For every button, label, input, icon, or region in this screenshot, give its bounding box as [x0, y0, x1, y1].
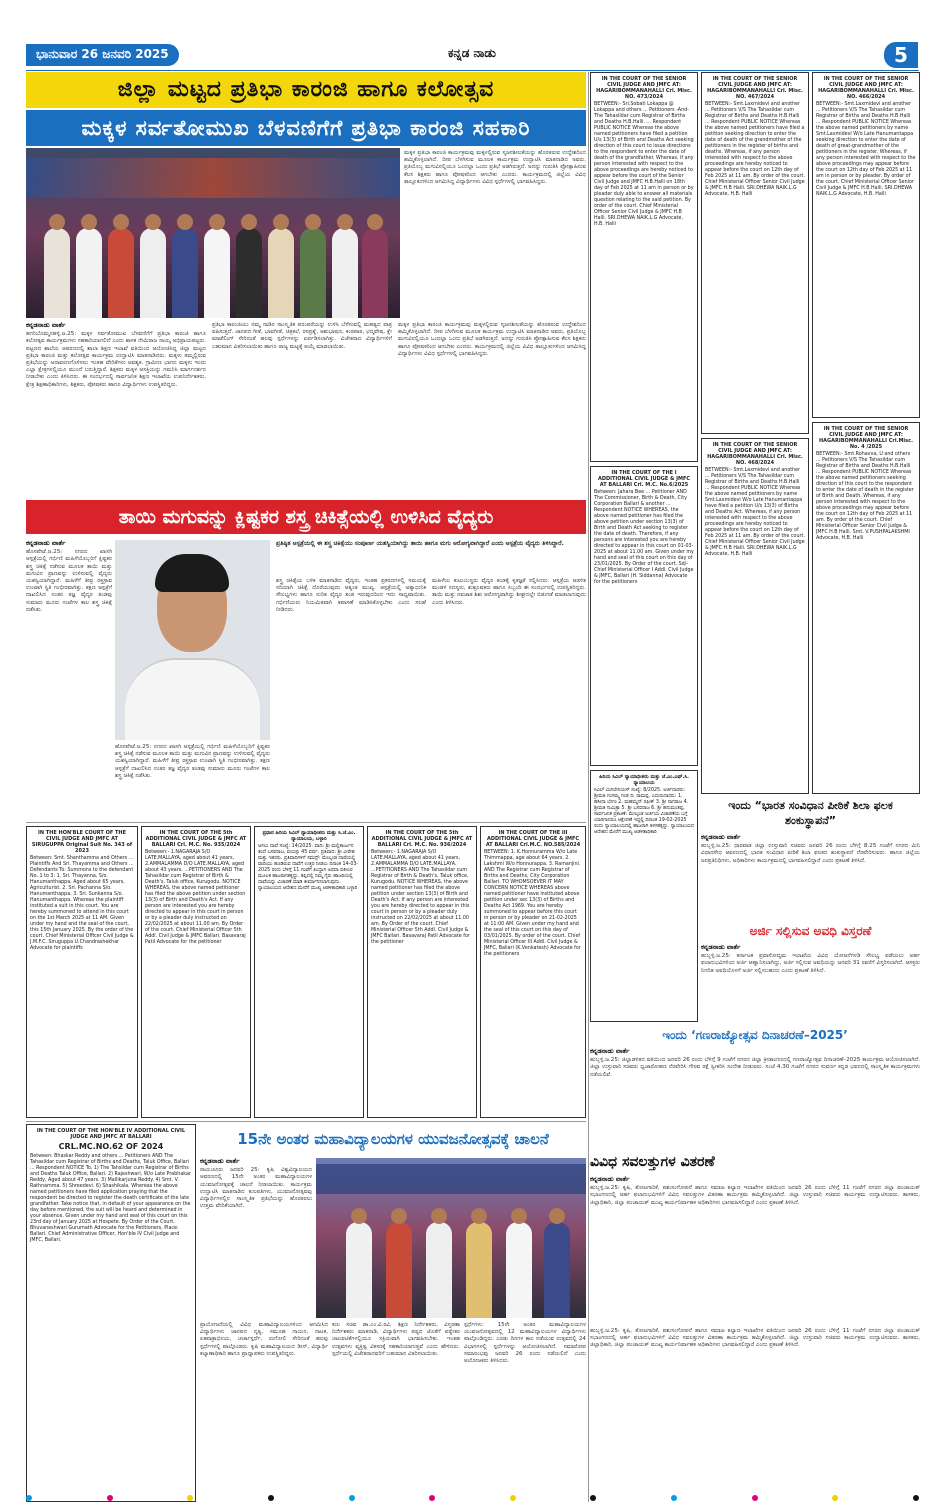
- section-divider: [26, 1121, 586, 1122]
- section-divider: [26, 822, 586, 823]
- column-divider: [588, 72, 589, 1502]
- story2-body-a-cont: ಹೊಸಪೇಟೆ.ಜ.25: ನಗರದ ಖಾಸಗಿ ಆಸ್ಪತ್ರೆಯಲ್ಲಿ ಗರ್ಭಿಣಿ ಮಹಿಳೆಯೊಬ್ಬರಿಗೆ ಕ್ಲಿಷ್ಟಕರ ಶಸ್ತ್ರ ಚಿಕಿತ್ಸೆ ನಡೆಸುವ ಮೂಲಕ ತಾಯಿ ಮತ್ತು ಮಗುವಿನ ಪ್ರಾಣವನ್ನು ಉಳಿಸುವಲ್ಲಿ ವೈದ್ಯರು ಯಶಸ್ವಿಯಾಗಿದ್ದಾರೆ. ಮಹಿಳೆಗೆ ತೀವ್ರ ರಕ್ತಸ್ರಾವ ಉಂಟಾಗಿ ಸ್ಥಿತಿ ಗಂಭೀರವಾಗಿತ್ತು. ತಕ್ಷಣ ಆಸ್ಪತ್ರೆಗೆ ದಾಖಲಿಸಿದ ನಂತರ ತಜ್ಞ ವೈದ್ಯರ ತಂಡವು ಸುಮಾರು ಮೂರು ಗಂಟೆಗಳ ಕಾಲ ಶಸ್ತ್ರ ಚಿಕಿತ್ಸೆ ನಡೆಸಿತು.: [115, 744, 270, 779]
- print-registration-marks: [26, 1495, 919, 1501]
- story2-text-col3: [432, 578, 586, 820]
- story3-byline: ಕನ್ನಡನಾಡು ವಾರ್ತೆ: [200, 1158, 240, 1165]
- story1-text-right: [404, 150, 586, 318]
- story3-headline: 15ನೇ ಅಂತರ ಮಹಾವಿದ್ಯಾಲಯಗಳ ಯುವಜನೋತ್ಸವಕ್ಕೆ ಚಾಲನೆ: [200, 1124, 586, 1154]
- story3-body-b: ಪ್ರಾಯೋಜನೆಯಲ್ಲಿ ವಿವಿಧ ಮಹಾವಿದ್ಯಾಲಯಗಳಿಂದ ಆಗಮಿಸಿದ ವಿದ್ಯಾರ್ಥಿಗಳು ಜಾನಪದ ನೃತ್ಯ, ಸಮೂಹ ಗಾಯನ, ನಾಟಕ, ಏಕಪಾತ್ರಾಭಿನಯ, ಚರ್ಚಾಸ್ಪರ್ಧೆ, ರಂಗೋಲಿ ಸೇರಿದಂತೆ ಹಲವು ಸ್ಪರ್ಧೆಗಳಲ್ಲಿ ಪಾಲ್ಗೊಂಡರು. ಕೃಷಿ ಮಹಾವಿದ್ಯಾಲಯದ ಡೀನ್, ವಿದ್ಯಾರ್ಥಿ ಕಲ್ಯಾಣಾಧಿಕಾರಿ ಹಾಗೂ ಪ್ರಾಧ್ಯಾಪಕರು ಉಪಸ್ಥಿತರಿದ್ದರು.: [200, 1322, 328, 1357]
- story2-headline: ತಾಯಿ ಮಗುವನ್ನು ಕ್ಲಿಷ್ಟಕರ ಶಸ್ತ್ರ ಚಿಕಿತ್ಸೆಯಲ್ಲಿ ಉಳಿಸಿದ ವೈದ್ಯರು: [26, 500, 586, 534]
- legal-notice: IN THE COURT OF THE SENIOR CIVIL JUDGE AND JMFC AT: HAGARIBOMMANAHALLI Crl. Misc. NO. 473/2024 BETWEEN:- Sri.Sobati Lokappa @ Lokappa and others ... Petitioners -And- The Tahasildar cum Registrar of Births and Deaths H.B.Halli. ... Respondent PUBLIC NOTICE Whereas the above named petitioners have filed a petition U/s 13(3) of Birth and Deaths Act seeking direction of this court to issue directions to the respondent to enter the date of death of the grandfather. Whereas, if any person interested with respect to the above proceedings are hereby noticed to appear before the court of the Senior Civil Judge and JMFC H.B.Halli on 18th day of Feb 2025 at 11 am in person or by pleader duly able to answer all materials question relating to the said petition. By order of the court. Chief Ministerial Officer Senior Civil Judge & JMFC H.B Halli. SRI.DHEWA NAIK.L.G Advocate, H.B. Halli: [590, 72, 698, 462]
- crl-mc-62-notice: IN THE COURT OF THE HON'BLE IV ADDITIONAL CIVIL JUDGE AND JMFC AT BALLARI CRL.MC.NO.62 OF 2024 Between: Bhaskar Reddy and others ... Petitioners AND The Tahasildar cum Registrar of Births and Deaths, Taluk Office, Ballari ... Respondent NOTICE To, 1) The Tahsildar cum Registrar of Births and Deaths Taluk Office, Ballari. 2) Rajeshwari, W/o Late Prabhakar Reddy, Aged about 47 years. 3) Mallikarjuna Reddy. 4) Smt. V. Rathnamma. 5) Shreedevi. 6) Shashikala. Whereas the above named petitioners have filed application praying that the respondent be directed to register the death certificate of the late grandfather. Take notice that, in default of your appearance on the day before mentioned, the suit will be heard and determined in your absence. Given under my hand and seal of this court on this 23rd day of January 2025 at Hospete. By Order of the Court. Bhuvaneshwari Gurumath Advocate for the Petitioners, Place: Ballari. Chief Administrative Officer, Hon'ble IV Civil Judge and JMFC, Ballari.: [26, 1124, 196, 1502]
- story1-body-a-cont: ಮಕ್ಕಳ ಪ್ರತಿಭಾ ಕಾರಂಜಿ ಕಾರ್ಯಕ್ರಮವು ಮಕ್ಕಳಲ್ಲಿರುವ ಸೃಜನಶೀಲತೆಯನ್ನು ಹೊರತರುವ ಉದ್ದೇಶದಿಂದ ಹಮ್ಮಿಕೊಳ್ಳಲಾಗಿದೆ. ದೀಪ ಬೆಳಗಿಸುವ ಮೂಲಕ ಕಾರ್ಯಕ್ರಮ ಉದ್ಘಾಟಿಸಿ ಮಾತನಾಡಿದ ಅವರು, ಪ್ರತಿಯೊಬ್ಬ ಮಗುವಿನಲ್ಲಿಯೂ ಒಂದಲ್ಲಾ ಒಂದು ಪ್ರತಿಭೆ ಅಡಗಿರುತ್ತದೆ. ಅದನ್ನು ಗುರುತಿಸಿ ಪ್ರೋತ್ಸಾಹಿಸುವ ಕೆಲಸ ಶಿಕ್ಷಕರು ಹಾಗೂ ಪೋಷಕರಿಂದ ಆಗಬೇಕು ಎಂದರು. ಕಾರ್ಯಕ್ರಮದಲ್ಲಿ ಜಿಲ್ಲೆಯ ವಿವಿಧ ತಾಲ್ಲೂಕುಗಳಿಂದ ಆಗಮಿಸಿದ್ದ ವಿದ್ಯಾರ್ಥಿಗಳು ವಿವಿಧ ಸ್ಪರ್ಧೆಗಳಲ್ಲಿ ಭಾಗವಹಿಸಿದ್ದರು.: [398, 322, 586, 357]
- story1-text-col2: [212, 322, 392, 494]
- legal-notice: ಹಿರಿಯ ಸಿವಿಲ್ ನ್ಯಾಯಾಧೀಶರು ಮತ್ತು ಜೆ.ಎಂ.ಎಫ್.ಸಿ. ನ್ಯಾಯಾಲಯ ಸಿವಿಲ್ ಮಿಸಲೇನಿಯಸ್ ಸಂಖ್ಯೆ: 8/2025. ಅರ್ಜಿದಾರರು: ಶ್ರೀಮತಿ ಗಂಗಮ್ಮ ಗಂಡ ದಿ. ರಾಮಪ್ಪ. ಎದುರುದಾರರು: 1. ಹಸೀನಾ ಬೇಗಂ 2. ಮಹಮ್ಮದ್ ರಫೀಕ್ 3. ಶ್ರೀ ನಾಗರಾಜ 4. ಶ್ರೀಮತಿ ಸುಮಿತ್ರಾ 5. ಶ್ರೀ ಬಸವರಾಜ 6. ಶ್ರೀ ಹನುಮಂತಪ್ಪ. ಸಾರ್ವಜನಿಕ ಪ್ರಕಟಣೆ: ಮೇಲ್ಕಂಡ ಅರ್ಜಿಯ ವಿಚಾರಣೆಯ ಬಗ್ಗೆ ಯಾರಿಗಾದರೂ ಆಕ್ಷೇಪಣೆ ಇದ್ದಲ್ಲಿ ದಿನಾಂಕ 19-02-2025 ರಂದು ನ್ಯಾಯಾಲಯದಲ್ಲಿ ಹಾಜರಾಗಿ ತಿಳಿಸತಕ್ಕದ್ದು. ನ್ಯಾಯಾಲಯದ ಆದೇಶದ ಮೇರೆಗೆ ಮುಖ್ಯ ಆಡಳಿತಾಧಿಕಾರಿ: [590, 770, 698, 1022]
- right-story1-headline: ಇಂದು “ಭಾರತ ಸಂವಿಧಾನ ಪೀಠಿಕೆ ಶಿಲಾ ಫಲಕ ಶಂಕುಸ್ಥಾಪನೆ”: [728, 799, 893, 827]
- doctor-hair: [155, 554, 229, 592]
- masthead-rule: [26, 70, 919, 71]
- story3-text-col3: [332, 1322, 460, 1502]
- story2-lead: ಪ್ರತಿಷ್ಠಿತ ಆಸ್ಪತ್ರೆಯಲ್ಲಿ ಈ ಶಸ್ತ್ರ ಚಿಕಿತ್ಸೆಯು ಸಂಪೂರ್ಣ ಯಶಸ್ವಿಯಾಗಿದ್ದು ತಾಯಿ ಹಾಗೂ ಮಗು ಆರೋಗ್ಯವಾಗಿದ್ದಾರೆ ಎಂದು ಆಸ್ಪತ್ರೆಯ ವೈದ್ಯರು ತಿಳಿಸಿದ್ದಾರೆ.: [276, 540, 564, 547]
- right-story4-text: ಕನ್ನಡನಾಡು ವಾರ್ತೆ ಹುಬ್ಬಳ್ಳಿ.ಜ.25: ಕೃಷಿ, ತೋಟಗಾರಿಕೆ, ಪಶುಸಂಗೋಪನೆ ಹಾಗೂ ಸಮಾಜ ಕಲ್ಯಾಣ ಇಲಾಖೆಗಳ ವತಿಯಿಂದ ಜನವರಿ 26 ರಂದು ಬೆಳಿಗ್ಗೆ 11 ಗಂಟೆಗೆ ನಗರದ ಜಿಲ್ಲಾ ಪಂಚಾಯತ್ ಸಭಾಂಗಣದಲ್ಲಿ ಅರ್ಹ ಫಲಾನುಭವಿಗಳಿಗೆ ವಿವಿಧ ಸವಲತ್ತುಗಳ ವಿತರಣಾ ಕಾರ್ಯಕ್ರಮ ಹಮ್ಮಿಕೊಳ್ಳಲಾಗಿದೆ. ಜಿಲ್ಲಾ ಉಸ್ತುವಾರಿ ಸಚಿವರು ಕಾರ್ಯಕ್ರಮ ಉದ್ಘಾಟಿಸುವರು. ಶಾಸಕರು, ಜಿಲ್ಲಾಧಿಕಾರಿ, ಜಿಲ್ಲಾ ಪಂಚಾಯತ್ ಮುಖ್ಯ ಕಾರ್ಯನಿರ್ವಾಹಕ ಅಧಿಕಾರಿಗಳು ಭಾಗವಹಿಸಲಿದ್ದಾರೆ ಎಂದು ಪ್ರಕಟಣೆ ತಿಳಿಸಿದೆ.: [590, 1176, 920, 1206]
- story1-body-a: ಮಕ್ಕಳ ಪ್ರತಿಭಾ ಕಾರಂಜಿ ಕಾರ್ಯಕ್ರಮವು ಮಕ್ಕಳಲ್ಲಿರುವ ಸೃಜನಶೀಲತೆಯನ್ನು ಹೊರತರುವ ಉದ್ದೇಶದಿಂದ ಹಮ್ಮಿಕೊಳ್ಳಲಾಗಿದೆ. ದೀಪ ಬೆಳಗಿಸುವ ಮೂಲಕ ಕಾರ್ಯಕ್ರಮ ಉದ್ಘಾಟಿಸಿ ಮಾತನಾಡಿದ ಅವರು, ಪ್ರತಿಯೊಬ್ಬ ಮಗುವಿನಲ್ಲಿಯೂ ಒಂದಲ್ಲಾ ಒಂದು ಪ್ರತಿಭೆ ಅಡಗಿರುತ್ತದೆ. ಅದನ್ನು ಗುರುತಿಸಿ ಪ್ರೋತ್ಸಾಹಿಸುವ ಕೆಲಸ ಶಿಕ್ಷಕರು ಹಾಗೂ ಪೋಷಕರಿಂದ ಆಗಬೇಕು ಎಂದರು. ಕಾರ್ಯಕ್ರಮದಲ್ಲಿ ಜಿಲ್ಲೆಯ ವಿವಿಧ ತಾಲ್ಲೂಕುಗಳಿಂದ ಆಗಮಿಸಿದ್ದ ವಿದ್ಯಾರ್ಥಿಗಳು ವಿವಿಧ ಸ್ಪರ್ಧೆಗಳಲ್ಲಿ ಭಾಗವಹಿಸಿದ್ದರು.: [404, 150, 586, 185]
- masthead: [0, 40, 945, 70]
- story3-text-col2: [200, 1322, 328, 1502]
- page-number: 5: [884, 42, 918, 68]
- right-story3-text: ಕನ್ನಡನಾಡು ವಾರ್ತೆ ಹುಬ್ಬಳ್ಳಿ.ಜ.25: ಜಿಲ್ಲಾಡಳಿತದ ವತಿಯಿಂದ ಜನವರಿ 26 ರಂದು ಬೆಳಿಗ್ಗೆ 9 ಗಂಟೆಗೆ ನಗರದ ಜಿಲ್ಲಾ ಕ್ರೀಡಾಂಗಣದಲ್ಲಿ ಗಣರಾಜ್ಯೋತ್ಸವ ದಿನಾಚರಣೆ–2025 ಕಾರ್ಯಕ್ರಮ ಆಯೋಜಿಸಲಾಗಿದೆ. ಜಿಲ್ಲಾ ಉಸ್ತುವಾರಿ ಸಚಿವರು ಧ್ವಜಾರೋಹಣ ನೆರವೇರಿಸಿ ಗೌರವ ರಕ್ಷೆ ಸ್ವೀಕರಿಸಿ ಸಂದೇಶ ನೀಡುವರು. ಸಂಜೆ 4.30 ಗಂಟೆಗೆ ನಗರದ ಸುವರ್ಣ ಕನ್ನಡ ಭವನದಲ್ಲಿ ಸಾಂಸ್ಕೃತಿಕ ಕಾರ್ಯಕ್ರಮಗಳು ನಡೆಯಲಿವೆ.: [590, 1048, 920, 1078]
- issue-date: ಭಾನುವಾರ 26 ಜನವರಿ 2025: [26, 44, 179, 66]
- right-story3-headline: ಇಂದು ‘ಗಣರಾಜ್ಯೋತ್ಸವ ದಿನಾಚರಣೆ–2025’: [662, 1028, 848, 1042]
- people-on-stage: [36, 208, 390, 318]
- story2-body-c: ಮಹಿಳೆಯ ಕುಟುಂಬಸ್ಥರು ವೈದ್ಯರ ತಂಡಕ್ಕೆ ಕೃತಜ್ಞತೆ ಸಲ್ಲಿಸಿದರು. ಆಸ್ಪತ್ರೆಯ ಆಡಳಿತ ಮಂಡಳಿ ಸದಸ್ಯರು, ಶುಶ್ರೂಷಕರು ಹಾಗೂ ಸಿಬ್ಬಂದಿ ಈ ಸಂದರ್ಭದಲ್ಲಿ ಉಪಸ್ಥಿತರಿದ್ದರು. ತಾಯಿ ಮತ್ತು ನವಜಾತ ಶಿಶು ಆರೋಗ್ಯವಾಗಿದ್ದು ಶೀಘ್ರದಲ್ಲೇ ಬಿಡುಗಡೆ ಮಾಡಲಾಗುವುದು ಎಂದು ತಿಳಿಸಿದರು.: [432, 578, 586, 606]
- story3-body-d: ಸ್ಪರ್ಧೆಗಳು: 15ನೇ ಅಂತರ ಮಹಾವಿದ್ಯಾಲಯಗಳ ಯುವಜನೋತ್ಸವದಲ್ಲಿ 12 ಮಹಾವಿದ್ಯಾಲಯಗಳ ವಿದ್ಯಾರ್ಥಿಗಳು ಪಾಲ್ಗೊಂಡಿದ್ದರು. ಎರಡು ದಿನಗಳ ಕಾಲ ನಡೆಯುವ ಉತ್ಸವದಲ್ಲಿ 24 ವಿಭಾಗಗಳಲ್ಲಿ ಸ್ಪರ್ಧೆಗಳನ್ನು ಆಯೋಜಿಸಲಾಗಿದೆ. ಸಮಾರೋಪ ಸಮಾರಂಭವು ಜನವರಿ 26 ರಂದು ನಡೆಯಲಿದೆ ಎಂದು ಆಯೋಜಕರು ತಿಳಿಸಿದರು.: [464, 1322, 586, 1365]
- story3-body-a: ರಾಯಚೂರು ಜನವರಿ 25: ಕೃಷಿ ವಿಶ್ವವಿದ್ಯಾಲಯದ ಆವರಣದಲ್ಲಿ 15ನೇ ಅಂತರ ಮಹಾವಿದ್ಯಾಲಯಗಳ ಯುವಜನೋತ್ಸವಕ್ಕೆ ಚಾಲನೆ ನೀಡಲಾಯಿತು. ಕಾರ್ಯಕ್ರಮ ಉದ್ಘಾಟಿಸಿ ಮಾತನಾಡಿದ ಕುಲಪತಿಗಳು, ಯುವಜನೋತ್ಸವವು ವಿದ್ಯಾರ್ಥಿಗಳಲ್ಲಿನ ಸಾಂಸ್ಕೃತಿಕ ಪ್ರತಿಭೆಯನ್ನು ಹೊರತರಲು ಉತ್ತಮ ವೇದಿಕೆಯಾಗಿದೆ.: [200, 1167, 312, 1210]
- legal-notice: IN THE COURT OF THE 5th ADDITIONAL CIVIL JUDGE & JMFC AT BALLARI Crl. M.C. No. 935/2024 Between:- 1.NAGARAJA S/O LATE.MALLAYA, aged about 41 years, 2.AMMALAMMA D/O LATE.MALLAYA, aged about 43 years. ...PETITIONERS AND The Tahasildar cum Registrar of Birth & Death's, Taluk office, Kurugodu. NOTICE WHEREAS, the above named petitioner has filed the above petition under section 13(3) of Birth and Death's Act. If any person are interested you are hereby directed to appear in this court in person or by a pleader duly instructed on 22/02/2025 at about 11.00 am. By Order of the court. Chief Ministerial Officer 5th Addl. Civil Judge & JMFC Ballari. Basavaraj Patil Advocate for the petitioner: [141, 826, 251, 1118]
- story1-byline: ಕನ್ನಡನಾಡು ವಾರ್ತೆ: [26, 322, 66, 329]
- story3-body-c: ಕುಲ ಸಚಿವ ಡಾ.ಎಂ.ವಿ.ರವಿ, ಶಿಕ್ಷಣ ನಿರ್ದೇಶಕರು, ವಿಸ್ತರಣಾ ನಿರ್ದೇಶಕರು ಮಾತನಾಡಿ, ವಿದ್ಯಾರ್ಥಿಗಳು ಪಠ್ಯದ ಜೊತೆಗೆ ಪಠ್ಯೇತರ ಚಟುವಟಿಕೆಗಳಲ್ಲಿಯೂ ಸಕ್ರಿಯವಾಗಿ ಭಾಗವಹಿಸಬೇಕು. ಇಂತಹ ಉತ್ಸವಗಳು ವ್ಯಕ್ತಿತ್ವ ವಿಕಸನಕ್ಕೆ ಸಹಕಾರಿಯಾಗುತ್ತವೆ ಎಂದು ಹೇಳಿದರು. ಸ್ಪರ್ಧೆಯಲ್ಲಿ ವಿಜೇತರಾದವರಿಗೆ ಬಹುಮಾನ ವಿತರಿಸಲಾಯಿತು.: [332, 1322, 460, 1357]
- legal-notice: IN THE HON'BLE COURT OF THE CIVIL JUDGE AND JMFC AT SIRUGUPPA Original Suit No. 343 of 2023 Between: Smt. Shanthamma and Others ... Plaintiffs And Sri. Thayamma and Others ... Defendants To: Summons to the defendant No. 1 to 3: 1. Sri. Thayanna, S/o. Hanumanthappa, Aged about 65 years, Agriculturist. 2. Sri. Pachanna S/o. Hanumanthappa. 3. Sri. Sunkanna S/o. Hanumanthappa. Whereas the plaintiff instituted a suit in this court. You are hereby summoned to attend in this court on the 1st March 2025 at 11 AM. Given under my hand and the seal of the court, this 15th January 2025. By the order of the court. Chief Ministerial Officer Civil Judge & J.M.F.C. Siruguppa U.Chandrashekhar Advocate for plaintiffs: [26, 826, 138, 1118]
- story1-body-c: ಪ್ರತಿಭಾ ಕಾರಂಜಿಯು ನಮ್ಮ ನಾಡಿನ ಸಾಂಸ್ಕೃತಿಕ ಪರಂಪರೆಯನ್ನು ಉಳಿಸಿ ಬೆಳೆಸುವಲ್ಲಿ ಮಹತ್ವದ ಪಾತ್ರ ವಹಿಸುತ್ತದೆ. ಜಾನಪದ ಗೀತೆ, ಭಾವಗೀತೆ, ಚಿತ್ರಕಲೆ, ರಸಪ್ರಶ್ನೆ, ಆಶುಭಾಷಣ, ಕಂಠಪಾಠ, ಛದ್ಮವೇಷ, ಕ್ಲೇ ಮಾಡೆಲಿಂಗ್ ಸೇರಿದಂತೆ ಹಲವು ಸ್ಪರ್ಧೆಗಳನ್ನು ಏರ್ಪಡಿಸಲಾಗಿತ್ತು. ವಿಜೇತರಾದ ವಿದ್ಯಾರ್ಥಿಗಳಿಗೆ ಬಹುಮಾನ ವಿತರಿಸಲಾಯಿತು ಹಾಗೂ ರಾಜ್ಯ ಮಟ್ಟಕ್ಕೆ ಆಯ್ಕೆ ಮಾಡಲಾಯಿತು.: [212, 322, 392, 350]
- paper-title: ಕನ್ನಡ ನಾಡು: [448, 46, 496, 60]
- story2-text-col2: [276, 578, 426, 820]
- story2-text-col1: [26, 540, 112, 820]
- story1-photo: [26, 148, 400, 318]
- right-story1-text: ಕನ್ನಡನಾಡು ವಾರ್ತೆ ಹುಬ್ಬಳ್ಳಿ.ಜ.25: ಧಾರವಾಡ ಜಿಲ್ಲಾ ಉಸ್ತುವಾರಿ ಸಚಿವರು ಜನವರಿ 26 ರಂದು ಬೆಳಿಗ್ಗೆ 8.25 ಗಂಟೆಗೆ ನಗರದ ಮಿನಿ ವಿಧಾನಸೌಧ ಆವರಣದಲ್ಲಿ ಭಾರತ ಸಂವಿಧಾನ ಪೀಠಿಕೆ ಶಿಲಾ ಫಲಕದ ಶಂಕುಸ್ಥಾಪನೆ ನೆರವೇರಿಸುವರು. ಹಾಗೂ ಜಿಲ್ಲೆಯ ಜನಪ್ರತಿನಿಧಿಗಳು, ಅಧಿಕಾರಿಗಳು ಕಾರ್ಯಕ್ರಮದಲ್ಲಿ ಭಾಗವಹಿಸಲಿದ್ದಾರೆ ಎಂದು ಪ್ರಕಟಣೆ ತಿಳಿಸಿದೆ.: [701, 834, 920, 864]
- story1-body-b: ಹಗರಿಬೊಮ್ಮನಹಳ್ಳಿ.ಜ.25: ಮಕ್ಕಳ ಸರ್ವತೋಮುಖ ಬೆಳವಣಿಗೆಗೆ ಪ್ರತಿಭಾ ಕಾರಂಜಿ ಹಾಗೂ ಕಲೋತ್ಸವ ಕಾರ್ಯಕ್ರಮಗಳು ಸಹಕಾರಿಯಾಗಲಿದೆ ಎಂದು ಶಾಸಕ ನೇಮಿರಾಜ ನಾಯ್ಕ ಅಭಿಪ್ರಾಯಪಟ್ಟರು. ಪಟ್ಟಣದ ಶಾಲೆಯ ಆವರಣದಲ್ಲಿ ಶಾಲಾ ಶಿಕ್ಷಣ ಇಲಾಖೆ ವತಿಯಿಂದ ಆಯೋಜಿಸಿದ್ದ ಜಿಲ್ಲಾ ಮಟ್ಟದ ಪ್ರತಿಭಾ ಕಾರಂಜಿ ಮತ್ತು ಕಲೋತ್ಸವ ಕಾರ್ಯಕ್ರಮ ಉದ್ಘಾಟಿಸಿ ಮಾತನಾಡಿದರು. ಮಕ್ಕಳು ತಮ್ಮಲ್ಲಿರುವ ಪ್ರತಿಭೆಯನ್ನು ಅನಾವರಣಗೊಳಿಸಲು ಇಂತಹ ವೇದಿಕೆಗಳು ಅವಶ್ಯಕ. ಗ್ರಾಮೀಣ ಭಾಗದ ಮಕ್ಕಳು ಇಂದು ಎಲ್ಲಾ ಕ್ಷೇತ್ರಗಳಲ್ಲಿಯೂ ಮುಂದೆ ಬರುತ್ತಿದ್ದಾರೆ. ಶಿಕ್ಷಕರು ಮಕ್ಕಳ ಆಸಕ್ತಿಯನ್ನು ಗಮನಿಸಿ ಮಾರ್ಗದರ್ಶನ ನೀಡಬೇಕು ಎಂದು ತಿಳಿಸಿದರು. ಈ ಸಂದರ್ಭದಲ್ಲಿ ಸಾರ್ವಜನಿಕ ಶಿಕ್ಷಣ ಇಲಾಖೆಯ ಉಪನಿರ್ದೇಶಕರು, ಕ್ಷೇತ್ರ ಶಿಕ್ಷಣಾಧಿಕಾರಿಗಳು, ಶಿಕ್ಷಕರು, ಪೋಷಕರು ಹಾಗೂ ವಿದ್ಯಾರ್ಥಿಗಳು ಉಪಸ್ಥಿತರಿದ್ದರು.: [26, 331, 206, 388]
- legal-notice: IN THE COURT OF THE I ADDITIONAL CIVIL JUDGE & JMFC AT BALLARI Crl. M.C. No.6/2025 Between: Jahara Bee ... Petitioner AND The Commissioner, Birth & Death, City Corporation Ballari & another ... Respondent NOTICE WHEREAS, the above named petitioner has filed the above petition under section 13(3) of Birth and Death Act seeking to register the date of death. Therefore, if any persons are interested you are hereby directed to appear in this court on 01-03-2025 at about 11.00 am. Given under my hand and seal of this court on this day of 23/01/2025. By Order of the court. Sd/-Chief Ministerial Officer I Addl. Civil Judge & JMFC, Ballari (H. Siddanna) Advocate for the petitioners: [590, 466, 698, 766]
- story1-headline-main: ಮಕ್ಕಳ ಸರ್ವತೋಮುಖ ಬೆಳವಣಿಗೆಗೆ ಪ್ರತಿಭಾ ಕಾರಂಜಿ ಸಹಕಾರಿ: [26, 110, 586, 146]
- story3-text-col1: [200, 1158, 312, 1318]
- right-story4-headline: ವಿವಿಧ ಸವಲತ್ತುಗಳ ವಿತರಣೆ: [590, 1154, 715, 1170]
- story2-text-under-photo: [115, 744, 270, 820]
- legal-notice: IN THE COURT OF THE SENIOR CIVIL JUDGE AND JMFC AT: HAGARIBOMMANAHALLI Crl. Misc. NO. 467/2024 BETWEEN:- Smt.Laxmidevi and another ... Petitioners V/S The Tahasildar cum Registrar of Births and Deaths H.B.Halli ... Respondent PUBLIC NOTICE Whereas the above named petitioners have filed a petition seeking direction to enter the date of death of the grandmother of the petitioners in the register of births and deaths. Whereas, if any person interested with respect to the above proceedings are hereby noticed to appear before the court on 12th day of Feb 2025 at 11 am. By order of the court. Chief Ministerial Officer Senior Civil Judge & JMFC H.B Halli. SRI.DHEWA NAIK.L.G Advocate, H.B. Halli: [701, 72, 809, 434]
- story1-text-col1: [26, 322, 206, 494]
- legal-notice: IN THE COURT OF THE 5th ADDITIONAL CIVIL JUDGE & JMFC AT BALLARI Crl. M.C. No. 936/2024 Between:- 1.NAGARAJA S/O LATE.MALLAYA, aged about 41 years, 2.AMMALAMMA D/O LATE.MALLAYA. ...PETITIONERS AND The Tahasildar cum Registrar of Birth & Death's, Taluk office, Kurugodu. NOTICE WHEREAS, the above named petitioner has filed the above petition under section 13(3) of Birth and Death's Act. If any person are interested you are hereby directed to appear in this court in person or by a pleader duly instructed on 22/02/2025 at about 11.00 am. By Order of the court. Chief Ministerial Officer 5th Addl. Civil Judge & JMFC Ballari. Basavaraj Patil Advocate for the petitioner: [367, 826, 477, 1118]
- doctor-shirt: [125, 658, 260, 740]
- doctor-photo: [115, 540, 270, 740]
- right-story2-text: ಕನ್ನಡನಾಡು ವಾರ್ತೆ ಹುಬ್ಬಳ್ಳಿ.ಜ.25: ಕರ್ನಾಟಕ ಪ್ರವಾಸೋದ್ಯಮ ಇಲಾಖೆಯ ವಿವಿಧ ಯೋಜನೆಗಳಡಿ ಸೌಲಭ್ಯ ಪಡೆಯಲು ಅರ್ಹ ಫಲಾನುಭವಿಗಳಿಂದ ಅರ್ಜಿ ಆಹ್ವಾನಿಸಲಾಗಿದ್ದು, ಅರ್ಜಿ ಸಲ್ಲಿಸುವ ಅವಧಿಯನ್ನು ಜನವರಿ 31 ರವರೆಗೆ ವಿಸ್ತರಿಸಲಾಗಿದೆ. ಆಸಕ್ತರು ನಿಗದಿತ ಅವಧಿಯೊಳಗೆ ಅರ್ಜಿ ಸಲ್ಲಿಸಬಹುದು ಎಂದು ಪ್ರಕಟಣೆ ತಿಳಿಸಿದೆ.: [701, 944, 920, 974]
- right-story2-headline: ಅರ್ಜಿ ಸಲ್ಲಿಸುವ ಅವಧಿ ವಿಸ್ತರಣೆ: [749, 924, 872, 938]
- legal-notice: IN THE COURT OF THE III ADDITIONAL CIVIL JUDGE & JMFC AT BALLARI Crl.M.C. NO.585/2024 BETWEEN: 1. K.Honnuramma W/o Late Thimmappa, age about 64 years. 2. Lakshmi W/o Honnurappa. 3. Ramanjini. AND The Registrar cum Registrar of Births and Deaths, City Corporation Ballari. TO WHOMSOEVER IT MAY CONCERN NOTICE WHEREAS above named petitioner have instituted above petition under sec 13(3) of Births and Deaths Act 1969. You are hereby summoned to appear before this court in person or by pleader on 21-02-2025 at 11:00 AM. Given under my hand and the seal of this court on this day of 03/01/2025. By order of the court. Chief Ministerial Officer III Addl. Civil Judge & JMFC, Ballari (K.Venkatesh) Advocate for the petitioners: [480, 826, 586, 1118]
- right-story4-text-cont: ಹುಬ್ಬಳ್ಳಿ.ಜ.25: ಕೃಷಿ, ತೋಟಗಾರಿಕೆ, ಪಶುಸಂಗೋಪನೆ ಹಾಗೂ ಸಮಾಜ ಕಲ್ಯಾಣ ಇಲಾಖೆಗಳ ವತಿಯಿಂದ ಜನವರಿ 26 ರಂದು ಬೆಳಿಗ್ಗೆ 11 ಗಂಟೆಗೆ ನಗರದ ಜಿಲ್ಲಾ ಪಂಚಾಯತ್ ಸಭಾಂಗಣದಲ್ಲಿ ಅರ್ಹ ಫಲಾನುಭವಿಗಳಿಗೆ ವಿವಿಧ ಸವಲತ್ತುಗಳ ವಿತರಣಾ ಕಾರ್ಯಕ್ರಮ ಹಮ್ಮಿಕೊಳ್ಳಲಾಗಿದೆ. ಜಿಲ್ಲಾ ಉಸ್ತುವಾರಿ ಸಚಿವರು ಕಾರ್ಯಕ್ರಮ ಉದ್ಘಾಟಿಸುವರು. ಶಾಸಕರು, ಜಿಲ್ಲಾಧಿಕಾರಿ, ಜಿಲ್ಲಾ ಪಂಚಾಯತ್ ಮುಖ್ಯ ಕಾರ್ಯನಿರ್ವಾಹಕ ಅಧಿಕಾರಿಗಳು ಭಾಗವಹಿಸಲಿದ್ದಾರೆ ಎಂದು ಪ್ರಕಟಣೆ ತಿಳಿಸಿದೆ.: [590, 1328, 920, 1349]
- legal-notice: IN THE COURT OF THE SENIOR CIVIL JUDGE AND JMFC AT: HAGARIBOMMANAHALLI Crl.Misc. No. 4 /2025 BETWEEN:- Smt.Rohavva, U and others ... Petitioners V/S The Tahasildar cum Registrar of Births and Deaths H.B.Halli ... Respondent PUBLIC NOTICE Whereas the above named petitioners seeking direction of this court to the respondent to enter the date of death in the register of Birth and Death. Whereas, if any person interested with respect to the above proceedings may appear before the court on 12th day of Feb 2025 at 11 am. By order of the court. Chief Ministerial Officer Senior Civil Judge & JMFC H.B Halli. Smt. V.PUSHPALAKSHMI Advocate, H.B. Halli: [812, 422, 920, 794]
- story3-photo: [316, 1158, 586, 1318]
- story1-headline-top: ಜಿಲ್ಲಾ ಮಟ್ಟದ ಪ್ರತಿಭಾ ಕಾರಂಜಿ ಹಾಗೂ ಕಲೋತ್ಸವ: [26, 72, 586, 108]
- stage-banner: [26, 158, 400, 198]
- legal-notice: IN THE COURT OF THE SENIOR CIVIL JUDGE AND JMFC AT: HAGARIBOMMANAHALLI Crl. Misc. NO. 466/2024 BETWEEN:- Smt.Laxmidevi and another ... Petitioners V/S The Tahasildar cum Registrar of Births and Deaths H.B.Halli ... Respondent PUBLIC NOTICE Whereas the above named petitioners by name Smt.Laxmidevi W/o Late Hanumantappa seeking direction to enter the date of death of great-grandmother of the petitioners in the register. Whereas, if any person interested with respect to the above proceedings may appear before the court on 12th day of Feb 2025 at 11 am in person or by pleader. By order of the court. Chief Ministerial Officer Senior Civil Judge & JMFC H.B Halli. SRI.DHEWA NAIK.L.G Advocate, H.B. Halli: [812, 72, 920, 418]
- story2-body-b: ಶಸ್ತ್ರ ಚಿಕಿತ್ಸೆಯ ಬಳಿಕ ಮಾತನಾಡಿದ ವೈದ್ಯರು, ಇಂತಹ ಪ್ರಕರಣಗಳಲ್ಲಿ ಸಮಯಕ್ಕೆ ಸರಿಯಾಗಿ ಚಿಕಿತ್ಸೆ ದೊರೆಯುವುದು ಅತ್ಯಂತ ಮುಖ್ಯ. ಆಸ್ಪತ್ರೆಯಲ್ಲಿ ಅತ್ಯಾಧುನಿಕ ಸೌಲಭ್ಯಗಳು ಹಾಗೂ ನುರಿತ ವೈದ್ಯರ ತಂಡ ಇರುವುದರಿಂದ ಇದು ಸಾಧ್ಯವಾಯಿತು. ಗರ್ಭಿಣಿಯರು ನಿಯಮಿತವಾಗಿ ತಪಾಸಣೆ ಮಾಡಿಸಿಕೊಳ್ಳಬೇಕು ಎಂದು ಸಲಹೆ ನೀಡಿದರು.: [276, 578, 426, 613]
- legal-notice: IN THE COURT OF THE SENIOR CIVIL JUDGE AND JMFC AT: HAGARIBOMMANAHALLI Crl. Misc. NO. 468/2024 BETWEEN:- Smt.Laxmidevi and another ... Petitioners V/S The Tahasildar cum Registrar of Births and Deaths H.B.Halli ... Respondent PUBLIC NOTICE Whereas the above named petitioners by name Smt.Laxmidevi W/o Late Hanumantappa have filed a petition U/s 13(3) of Births and Deaths Act. Whereas, if any person interested with respect to the above proceedings are hereby noticed to appear before the court on 12th day of Feb 2025 at 11 am. By order of the court. Chief Ministerial Officer Senior Civil Judge & JMFC H.B Halli. SRI.DHEWA NAIK.L.G Advocate, H.B. Halli: [701, 438, 809, 794]
- story1-text-col3: [398, 322, 586, 494]
- story3-text-col4: [464, 1322, 586, 1502]
- story2-body-a: ಹೊಸಪೇಟೆ.ಜ.25: ನಗರದ ಖಾಸಗಿ ಆಸ್ಪತ್ರೆಯಲ್ಲಿ ಗರ್ಭಿಣಿ ಮಹಿಳೆಯೊಬ್ಬರಿಗೆ ಕ್ಲಿಷ್ಟಕರ ಶಸ್ತ್ರ ಚಿಕಿತ್ಸೆ ನಡೆಸುವ ಮೂಲಕ ತಾಯಿ ಮತ್ತು ಮಗುವಿನ ಪ್ರಾಣವನ್ನು ಉಳಿಸುವಲ್ಲಿ ವೈದ್ಯರು ಯಶಸ್ವಿಯಾಗಿದ್ದಾರೆ. ಮಹಿಳೆಗೆ ತೀವ್ರ ರಕ್ತಸ್ರಾವ ಉಂಟಾಗಿ ಸ್ಥಿತಿ ಗಂಭೀರವಾಗಿತ್ತು. ತಕ್ಷಣ ಆಸ್ಪತ್ರೆಗೆ ದಾಖಲಿಸಿದ ನಂತರ ತಜ್ಞ ವೈದ್ಯರ ತಂಡವು ಸುಮಾರು ಮೂರು ಗಂಟೆಗಳ ಕಾಲ ಶಸ್ತ್ರ ಚಿಕಿತ್ಸೆ ನಡೆಸಿತು.: [26, 549, 112, 613]
- legal-notice: ಪ್ರಧಾನ ಹಿರಿಯ ಸಿವಿಲ್ ನ್ಯಾಯಾಧೀಶರು ಮತ್ತು ಸಿ.ಜೆ.ಎಂ. ನ್ಯಾಯಾಲಯ, ಬಳ್ಳಾರಿ ಅಸಲು ದಾವೆ ಸಂಖ್ಯೆ: 14/2025. ವಾದಿ: ಶ್ರೀ ಮಲ್ಲಿಕಾರ್ಜುನ ತಂದೆ ಬಸವರಾಜ, ವಯಸ್ಸು 45 ವರ್ಷ. ಪ್ರತಿವಾದಿ: ಶ್ರೀ ವೀರೇಶ ಮತ್ತು ಇತರರು. ಪ್ರತಿವಾದಿಗಳಿಗೆ ಸಮನ್ಸ್: ಮೇಲ್ಕಂಡ ದಾವೆಯಲ್ಲಿ ವಾದಿಯು ಹೂಡಿರುವ ದಾವೆಗೆ ಉತ್ತರ ನೀಡಲು ದಿನಾಂಕ 14-03-2025 ರಂದು ಬೆಳಿಗ್ಗೆ 11 ಗಂಟೆಗೆ ಖುದ್ದಾಗಿ ಅಥವಾ ವಕೀಲರ ಮೂಲಕ ಹಾಜರಾಗತಕ್ಕದ್ದು. ತಪ್ಪಿದಲ್ಲಿ ನಿಮ್ಮ ಗೈರು ಹಾಜರಿಯಲ್ಲಿ ದಾವೆಯನ್ನು ವಿಚಾರಣೆ ಮಾಡಿ ತೀರ್ಮಾನಿಸಲಾಗುವುದು. ನ್ಯಾಯಾಲಯದ ಆದೇಶದ ಮೇರೆಗೆ ಮುಖ್ಯ ಆಡಳಿತಾಧಿಕಾರಿ ಬಳ್ಳಾರಿ: [254, 826, 364, 1118]
- story2-byline: ಕನ್ನಡನಾಡು ವಾರ್ತೆ: [26, 540, 66, 547]
